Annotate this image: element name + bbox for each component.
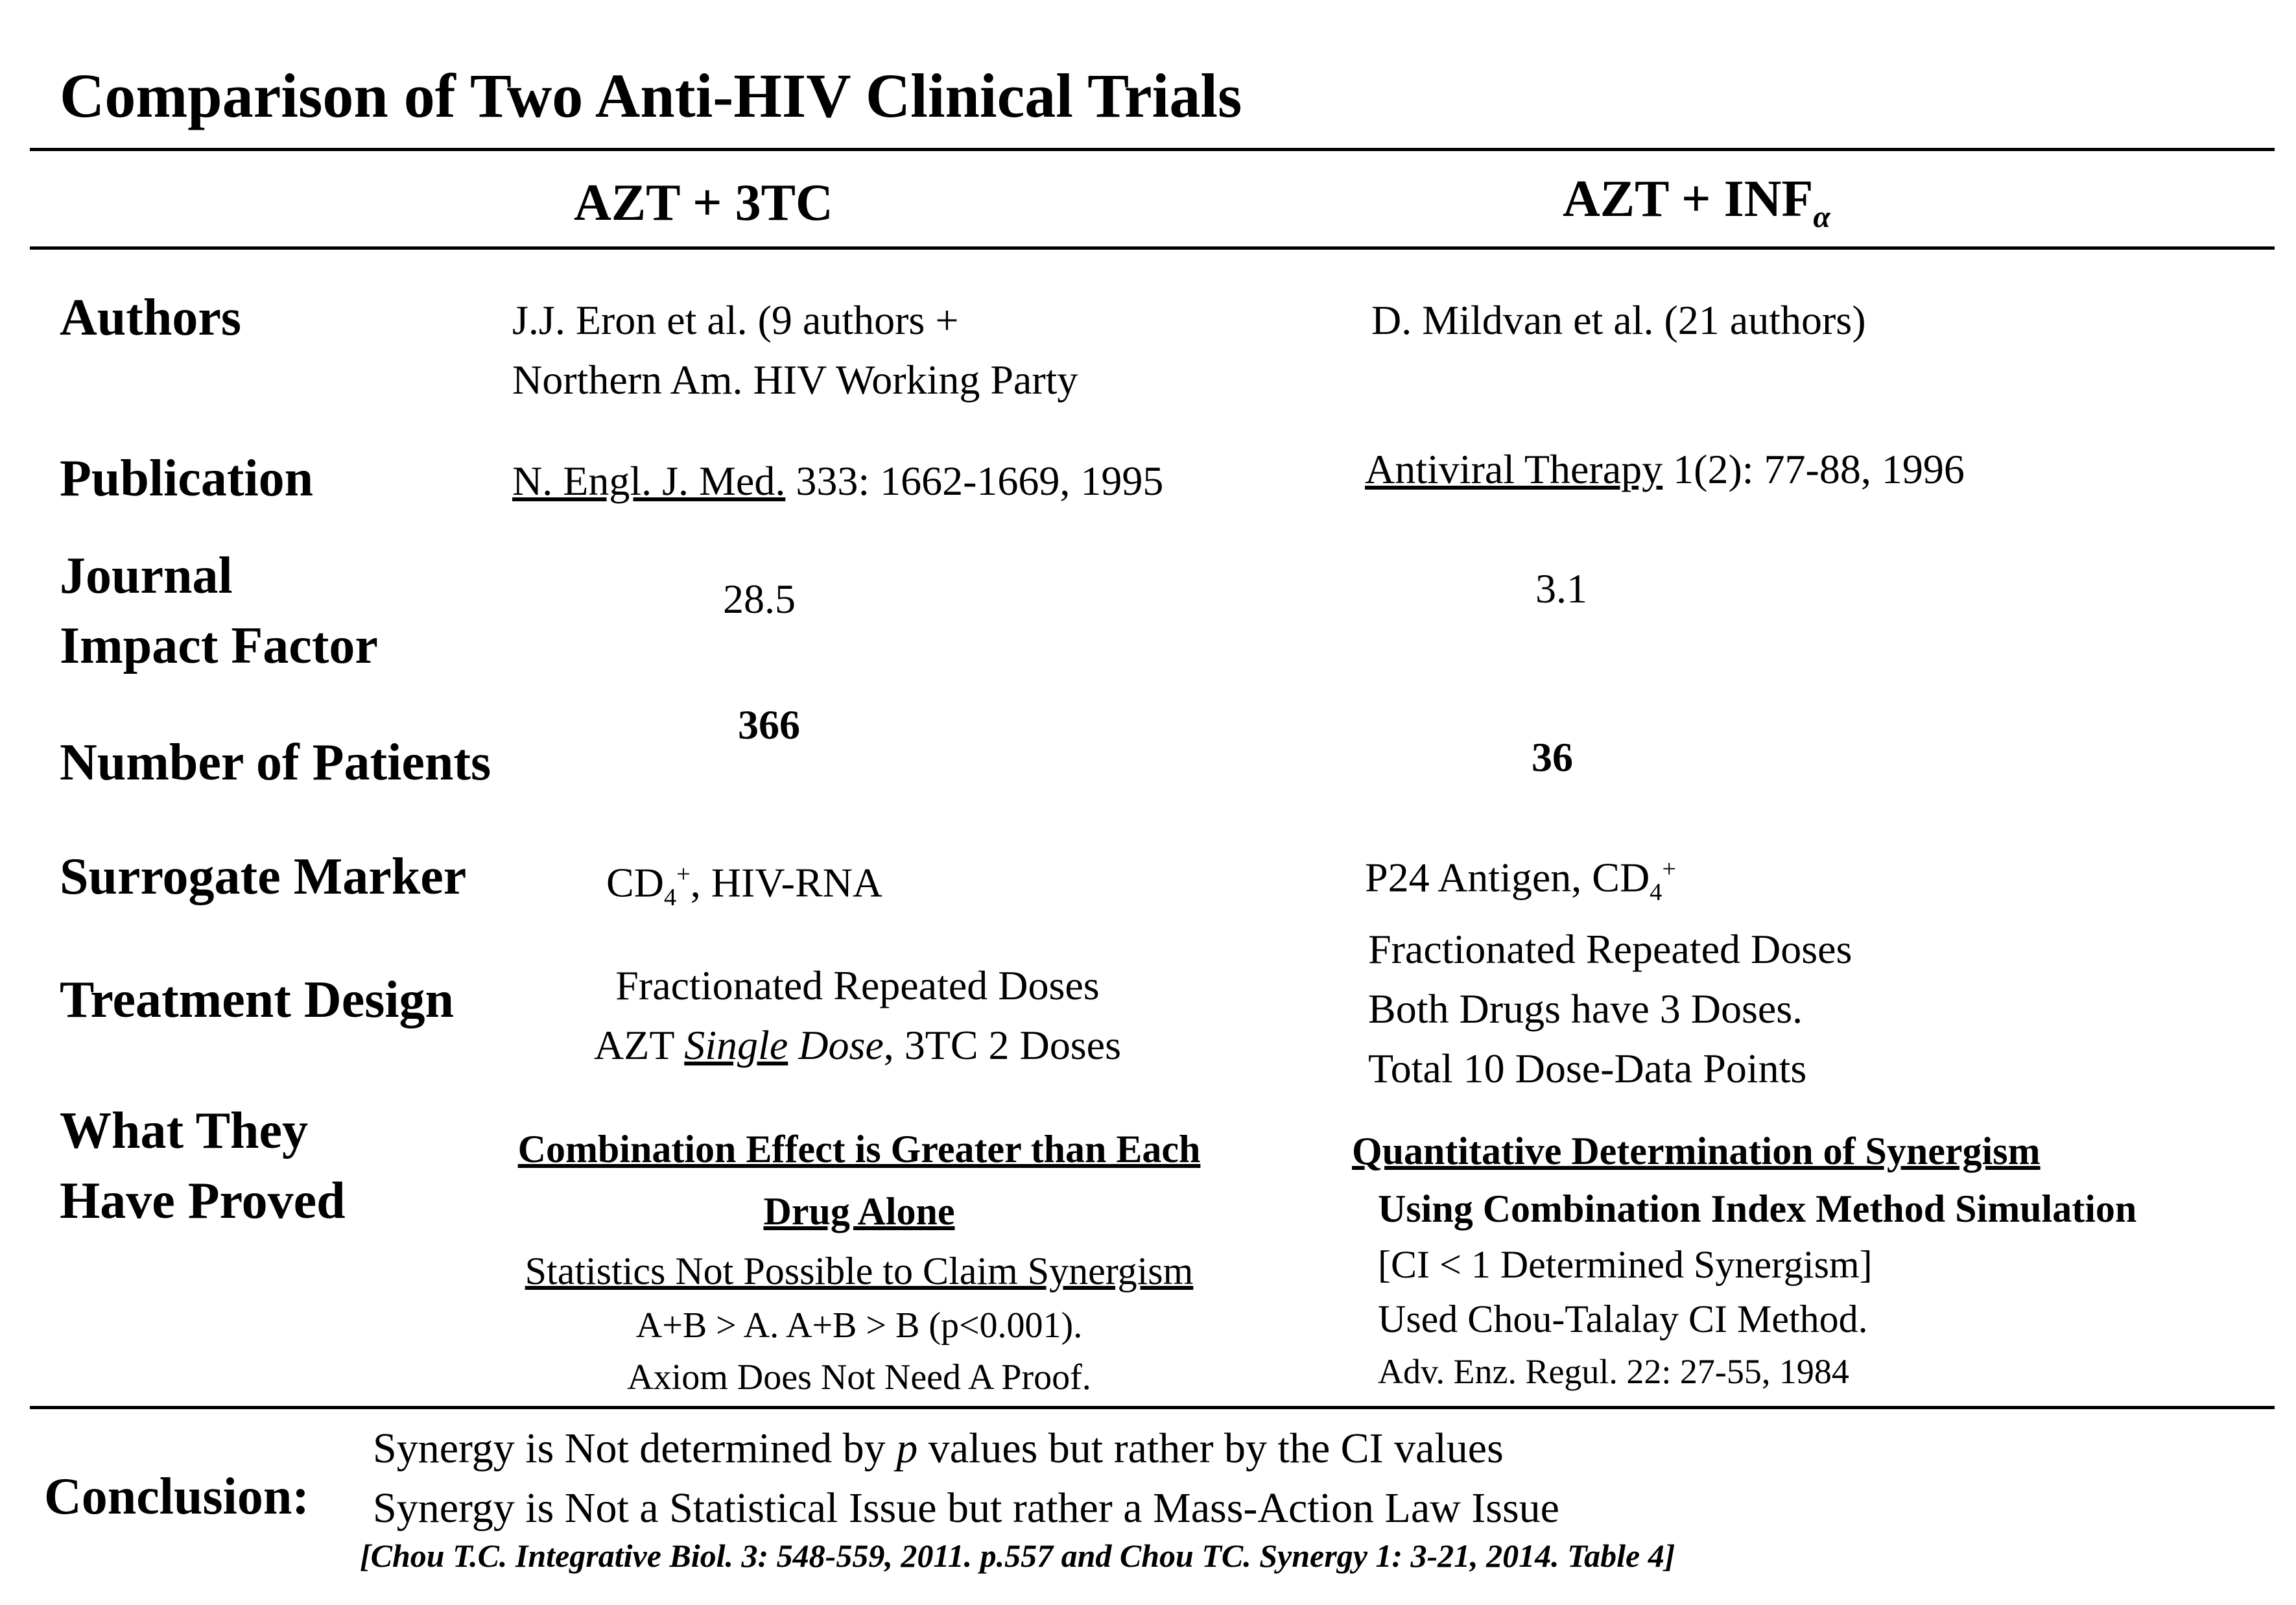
column-header-azt-3tc: AZT + 3TC: [574, 174, 833, 232]
patients-right: 36: [1532, 734, 1573, 780]
surrogate-right: P24 Antigen, $CD_4^+$: [1365, 854, 1677, 907]
proved-left: Combination Effect is Greater than Each Drug Alone Statistics Not Possible to Claim Synergism A+B > A. A+B > B (p<0.001). Axiom Does Not Need A Proof.: [517, 1128, 1201, 1397]
impact-right: 3.1: [1535, 565, 1587, 612]
publication-left: N. Engl. J. Med. 333: 1662-1669, 1995: [512, 458, 1164, 504]
column-header-azt-inf: AZT + $INF_\alpha$: [1563, 171, 1830, 234]
page-title: Comparison of Two Anti-HIV Clinical Trials: [60, 61, 1242, 130]
conclusion-divider: [30, 1406, 2275, 1409]
title-divider: [30, 148, 2275, 151]
authors-left: J.J. Eron et al. (9 authors + Northern Am. HIV Working Party: [512, 297, 1078, 403]
row-label-treatment-design: Treatment Design: [60, 971, 455, 1028]
row-label-impact-factor: Journal Impact Factor: [60, 547, 378, 674]
surrogate-left: $CD_4^+$, HIV-RNA: [606, 859, 883, 912]
header-divider: [30, 246, 2275, 250]
impact-left: 28.5: [723, 576, 796, 622]
publication-right: Antiviral Therapy 1(2): 77-88, 1996: [1365, 446, 1965, 492]
conclusion-line-2: Synergy is Not a Statistical Issue but rather a Mass-Action Law Issue: [373, 1484, 1559, 1532]
proved-right: Quantitative Determination of Synergism Using Combination Index Method Simulation [CI < 1 Determined Synergism] Used Chou-Talalay CI Method. Adv. Enz. Regul. 22: 27-55, 1984: [1352, 1130, 2137, 1391]
design-left: Fractionated Repeated Doses AZT Single Dose, 3TC 2 Doses: [594, 962, 1121, 1068]
row-label-patients: Number of Patients: [60, 734, 491, 791]
row-label-proved: What They Have Proved: [60, 1102, 346, 1230]
design-right: Fractionated Repeated Doses Both Drugs have 3 Doses. Total 10 Dose-Data Points: [1368, 926, 1852, 1091]
row-label-authors: Authors: [60, 289, 242, 346]
patients-left: 366: [738, 702, 800, 748]
conclusion-reference: [Chou T.C. Integrative Biol. 3: 548-559, 2011. p.557 and Chou TC. Synergy 1: 3-21, 2014. Table 4]: [360, 1538, 1675, 1574]
row-label-conclusion: Conclusion:: [44, 1468, 309, 1525]
authors-right: D. Mildvan et al. (21 authors): [1371, 297, 1866, 343]
row-label-publication: Publication: [60, 450, 314, 507]
row-label-surrogate: Surrogate Marker: [60, 848, 467, 905]
conclusion-line-1: Synergy is Not determined by p values but rather by the CI values: [373, 1425, 1504, 1472]
